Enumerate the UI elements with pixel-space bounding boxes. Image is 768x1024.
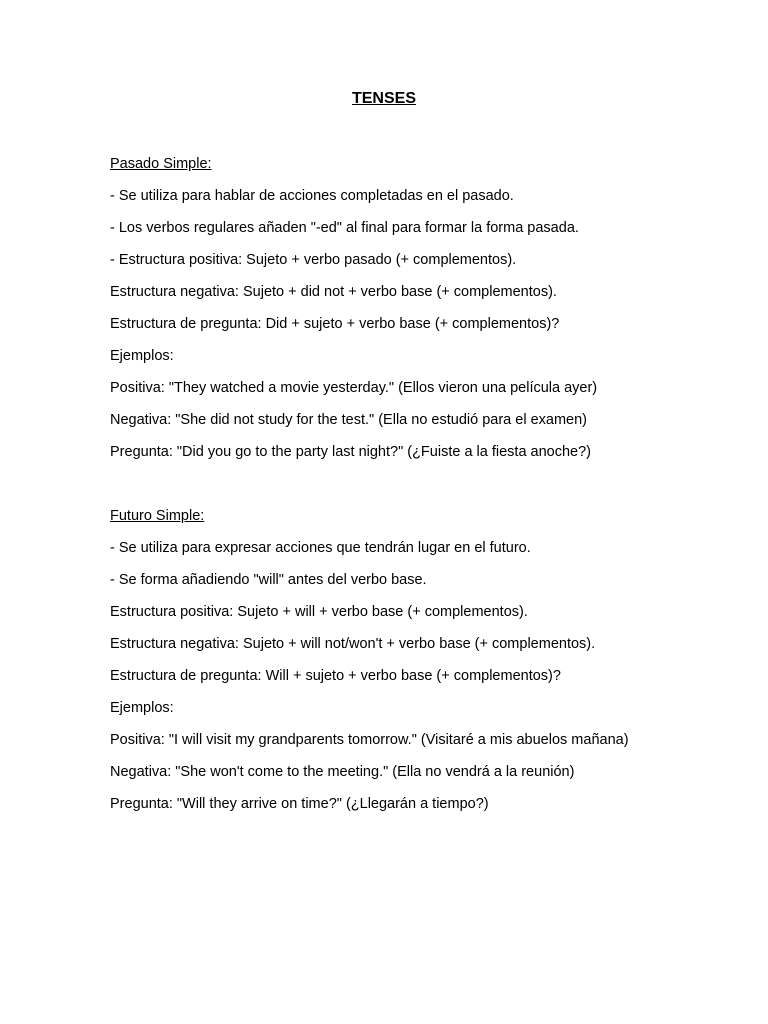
section-heading: Pasado Simple:	[110, 156, 212, 172]
paragraph-line: - Se utiliza para hablar de acciones completadas en el pasado.	[110, 188, 514, 204]
example-question: Pregunta: "Will they arrive on time?" (¿Llegarán a tiempo?)	[110, 796, 489, 812]
paragraph-line: Ejemplos:	[110, 348, 174, 364]
paragraph-line: Estructura de pregunta: Did + sujeto + verbo base (+ complementos)?	[110, 316, 560, 332]
paragraph-line: Ejemplos:	[110, 700, 174, 716]
paragraph-line: Estructura positiva: Sujeto + will + verbo base (+ complementos).	[110, 604, 528, 620]
example-positive: Positiva: "I will visit my grandparents tomorrow." (Visitaré a mis abuelos mañana)	[110, 732, 629, 748]
paragraph-line: - Se forma añadiendo "will" antes del verbo base.	[110, 572, 427, 588]
example-question: Pregunta: "Did you go to the party last night?" (¿Fuiste a la fiesta anoche?)	[110, 444, 592, 460]
example-negative: Negativa: "She won't come to the meeting." (Ella no vendrá a la reunión)	[110, 764, 575, 780]
paragraph-line: Estructura de pregunta: Will + sujeto + verbo base (+ complementos)?	[110, 668, 561, 684]
section-futuro-simple	[110, 505, 658, 815]
paragraph-line: Estructura negativa: Sujeto + will not/won't + verbo base (+ complementos).	[110, 636, 596, 652]
paragraph-line: Estructura negativa: Sujeto + did not + verbo base (+ complementos).	[110, 284, 557, 300]
section-pasado-simple	[110, 153, 658, 463]
section-heading: Futuro Simple:	[110, 508, 205, 524]
page-title: TENSES	[351, 90, 416, 107]
example-positive: Positiva: "They watched a movie yesterday." (Ellos vieron una película ayer)	[110, 380, 598, 396]
document-body	[110, 153, 658, 825]
section-spacer	[110, 473, 658, 505]
example-negative: Negativa: "She did not study for the test." (Ella no estudió para el examen)	[110, 412, 587, 428]
paragraph-line: - Estructura positiva: Sujeto + verbo pasado (+ complementos).	[110, 252, 517, 268]
paragraph-line: - Los verbos regulares añaden "-ed" al final para formar la forma pasada.	[110, 220, 579, 236]
paragraph-line: - Se utiliza para expresar acciones que tendrán lugar en el futuro.	[110, 540, 531, 556]
